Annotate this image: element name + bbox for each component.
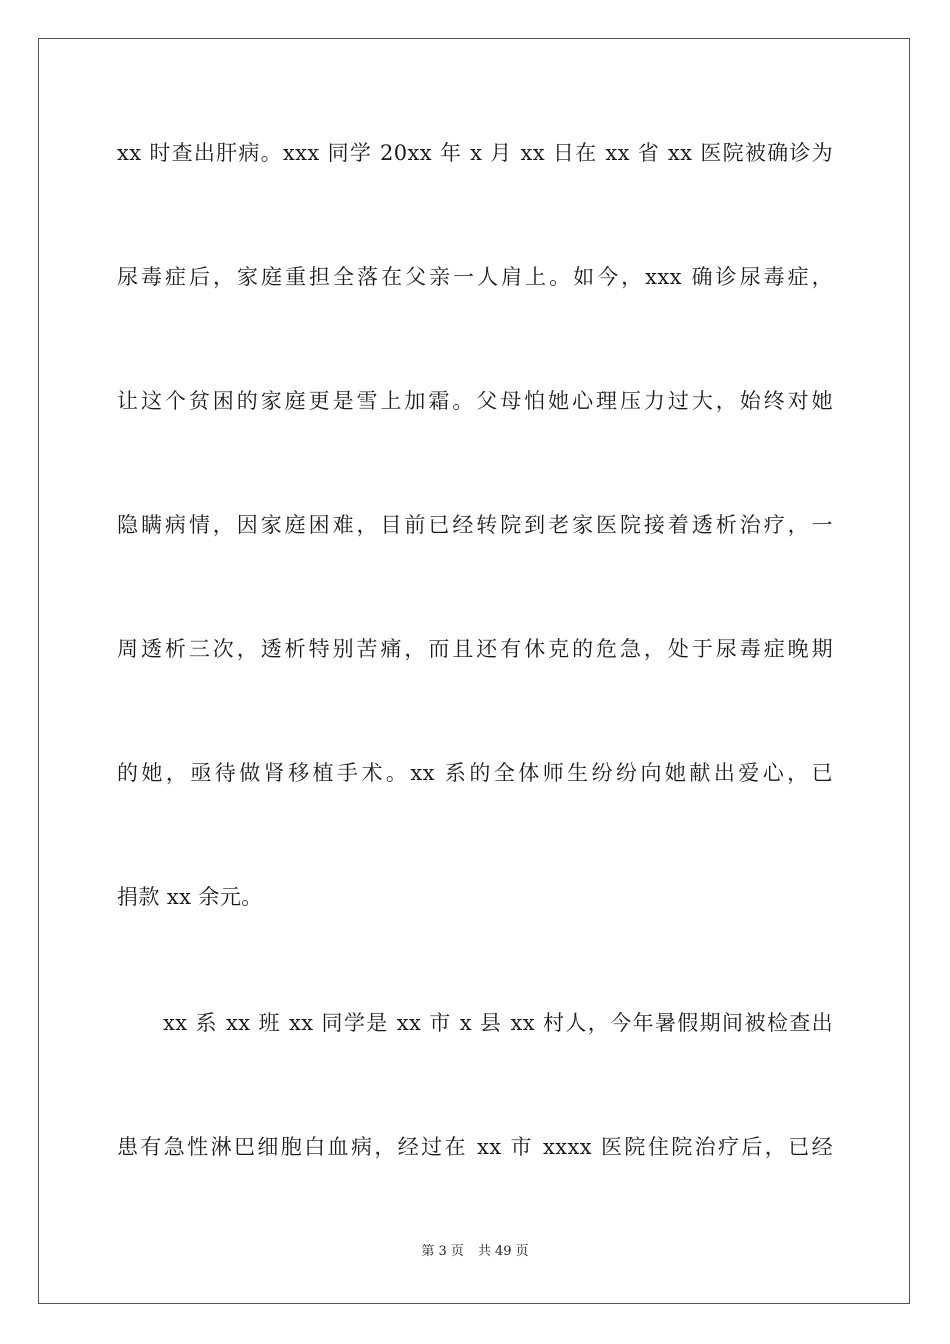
body-text-line-2: 尿毒症后，家庭重担全落在父亲一人肩上。如今，xxx 确诊尿毒症， xyxy=(117,265,833,289)
body-text-line-1: xx 时查出肝病。xxx 同学 20xx 年 x 月 xx 日在 xx 省 xx 医院被确诊为 xyxy=(117,141,833,165)
body-text-line-3: 让这个贫困的家庭更是雪上加霜。父母怕她心理压力过大，始终对她 xyxy=(117,389,833,413)
page-footer xyxy=(0,1243,950,1261)
body-text-line-9: 患有急性淋巴细胞白血病，经过在 xx 市 xxxx 医院住院治疗后，已经 xyxy=(117,1135,833,1159)
page-border xyxy=(38,38,910,1304)
body-text-line-4: 隐瞒病情，因家庭困难，目前已经转院到老家医院接着透析治疗，一 xyxy=(117,513,833,537)
total-pages: 共 49 页 xyxy=(477,1244,529,1259)
body-text-line-7: 捐款 xx 余元。 xyxy=(117,885,263,909)
body-text-line-6: 的她，亟待做肾移植手术。xx 系的全体师生纷纷向她献出爱心，已 xyxy=(117,761,833,785)
body-text-line-5: 周透析三次，透析特别苦痛，而且还有休克的危急，处于尿毒症晚期 xyxy=(117,637,833,661)
body-text-line-8: xx 系 xx 班 xx 同学是 xx 市 x 县 xx 村人，今年暑假期间被检查出 xyxy=(163,1011,833,1035)
page-number: 第 3 页 xyxy=(421,1244,464,1259)
